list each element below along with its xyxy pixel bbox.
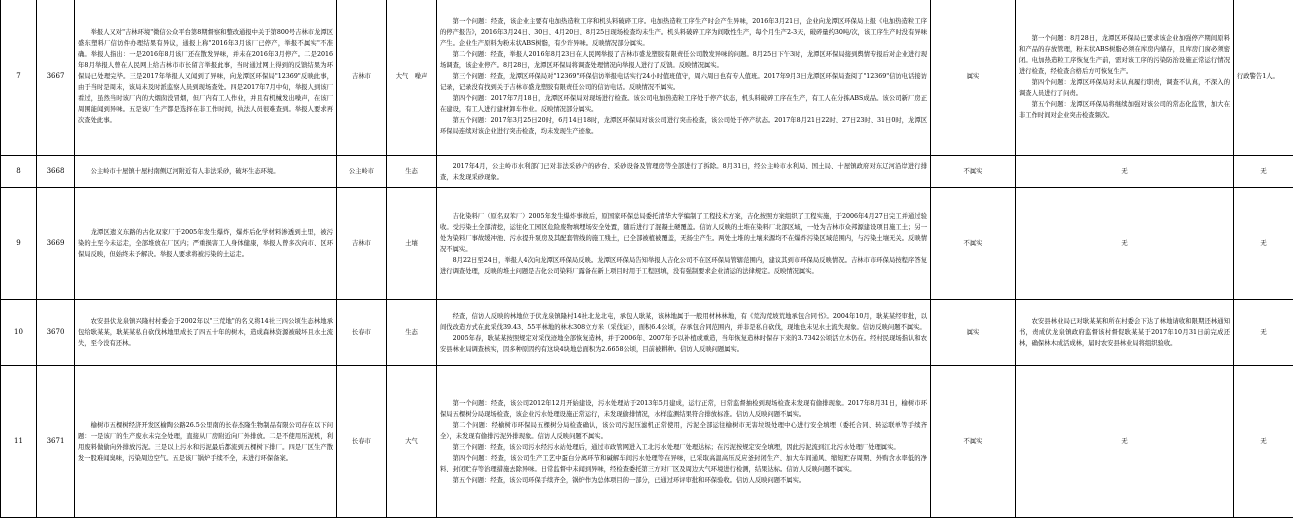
- rectification-measures-paragraph: 第四个问题：龙潭区环保局对未认真履行职责，调查不认真，不深入的调查人员进行了问责。: [1019, 77, 1230, 99]
- table-body: [1, 0, 1293, 518]
- investigation-findings-paragraph: 第四个问题：经查，该公司生产工艺中蛋白分离环节和碱解车间污水处理等在异味，已采取高温高压反应釜封闭生产、加大车间通风、缩短贮存周期、外购含水率低的净料、封闭贮存等治理措施去除异味。日常监督中未闻到异味，经检查委托第三方对厂区及周边大气环境进行检测，结果达标。信访人反映问题不属实。: [440, 453, 927, 475]
- row-number: 10: [1, 300, 37, 366]
- city: 吉林市: [337, 0, 387, 156]
- investigation-findings-paragraph: 第一个问题：经查，该公司2012年12月开始建设，污水处理站于2013年5月建成，运行正常，日常监督抽检到现场检查未发现有偷排现象。2017年8月31日，榆树市环保局五棵树分局现场检查，该企业污水处理设施正常运行，未发现偷排情况，水样监测结果符合排放标准。信访人反映问题不属实。: [440, 398, 927, 420]
- investigation-findings-paragraph: 第一个问题：经查，该企业主要有电加热造粒工序和机头料破碎工序。电加热造粒工序生产时会产生异味，2016年3月21日，企业向龙潭区环保局上报《电加热造粒工序的停产报告》，2016年3月24日、30日、4月20日、8月25日现场检查均未生产。机头料破碎工序为间歇性生产，每个月生产2-3天，破碎量约30吨/次，该工序生产时没有异味产生。企业生产原料为粉末状ABS树脂，有少许异味。反映情况部分属实。: [440, 16, 927, 49]
- investigation-findings-paragraph: 吉化染料厂（原名双苯厂）2005年发生爆炸事故后，原国家环保总局委托清华大学编制了工程技术方案，吉化按照方案组织了工程实施，于2006年4月27日完工并通过验收。受污染土全部清挖，运往化工园区危险废物填埋场安全处置，随后进行了混凝土硬覆盖。信访人反映的土堆在染料厂北部区域，一处为吉林市众邦源建设项目施工土；另一处为染料厂事故缓冲池、污水提升泵房及其配套管线的施工残土，已全部被植被覆盖，无扬尘产生。两处土堆的土壤来源均不在爆炸污染区域范围内，与污染土壤无关。反映情况不属实。: [440, 211, 927, 255]
- accountability: 无: [1234, 366, 1293, 518]
- table-row: [1, 300, 1293, 366]
- row-number: 9: [1, 188, 37, 300]
- investigation-findings-paragraph: 第五个问题：经查，该公司环保手续齐全，锅炉作为总体项目的一部分，已通过环评审批和环保验收。信访人反映问题不属实。: [440, 475, 927, 486]
- verdict: 不属实: [931, 156, 1016, 188]
- investigation-findings-paragraph: 2005年春，耿某某按照规定对采伐迹地全部恢复造林，并于2006年、2007年予以补植或重造，当年恢复造林时保存下来的3.7342公顷活立木仍在。经村民现场指认和农安县林业局调查核实，因多种原因约有这块4块地总面积为2.6658公顷，目前被耕种。信访人反映问题属实。: [440, 333, 927, 355]
- pollution-type: 生态: [387, 156, 437, 188]
- verdict: 不属实: [931, 188, 1016, 300]
- table-row: [1, 188, 1293, 300]
- rectification-measures: [1016, 156, 1234, 188]
- case-id: 3671: [37, 366, 75, 518]
- complaint-content: 龙潭区遗义东路的古化双家厂于2005年发生爆炸，爆炸后化学材料渗透到土里，被污染的土至今未运走，全部堆放在厂区内；严重损害工人身体健康，举报人曾多次向市、区环保局反映，但始终未予解决。举报人要求将被污染的土运走。: [75, 188, 337, 300]
- pollution-type: 土壤: [387, 188, 437, 300]
- rectification-measures: [1016, 188, 1234, 300]
- investigation-findings-paragraph: 第二个问题：经榆树市环保局五棵树分局检查确认，该公司污泥压滤机正常使用，污泥全部运往榆树市无害垃圾处理中心进行安全填埋（委托合同、转运联单等手续齐全），未发现有偷排污泥外排现象。信访人反映问题不属实。: [440, 420, 927, 442]
- rectification-measures-paragraph: 农安县林业局已对耿某某和所在村委会下达了林地请收和限期还林通知书，责成伏龙泉镇政府监督该村督促耿某某于2017年10月31日前完成还林，确保林木成活成林，届时农安县林业局将组织验收。: [1019, 316, 1230, 349]
- complaint-content: 农安县伏龙泉镇兴隆村村委会于2002年以"三荒地"的名义将14社三四公顷生态林地承包给耿某某，耿某某私自砍伐林地里成长了四五十年的树木，造成森林资源被破坏且水土流失，至今没有还林。: [75, 300, 337, 366]
- investigation-findings-paragraph: 第四个问题：2017年7月18日，龙潭区环保局对现场进行检查。该公司电加热造粒工序处于停产状态，机头料破碎工序在生产，有工人在分拣ABS成品。该公司新厂房正在建设，有工人进行建材卸车作业。反映情况部分属实。: [440, 93, 927, 115]
- verdict: 属实: [931, 0, 1016, 156]
- case-id: 3667: [37, 0, 75, 156]
- city: 吉林市: [337, 188, 387, 300]
- verdict: 属实: [931, 300, 1016, 366]
- city: 长春市: [337, 300, 387, 366]
- investigation-findings: [437, 156, 931, 188]
- rectification-measures: [1016, 366, 1234, 518]
- table-row: [1, 156, 1293, 188]
- accountability: 无: [1234, 188, 1293, 300]
- pollution-type: 大气 噪声: [387, 0, 437, 156]
- rectification-measures-paragraph: 无: [1019, 436, 1230, 447]
- investigation-findings-paragraph: 第三个问题：经查，龙潭区环保局对"12369"环保信访举报电话实行24小时值班值守，周六周日也有专人值班。2017年9月3日龙潭区环保局查阅了"12369"信访电话接访记录，记录没有找到关于吉林市盛龙塑胶有限责任公司的信访电话。反映情况不属实。: [440, 71, 927, 93]
- case-id: 3670: [37, 300, 75, 366]
- investigation-findings-paragraph: 2017年4月，公主岭市水利部门已对非法采砂户的砂台、采砂设备及管理房等全部进行了拆除。8月31日，经公主岭市水利局、国土局、十屋镇政府对东辽河沿岸进行排查，未发现采砂现象。: [440, 161, 927, 183]
- case-id: 3668: [37, 156, 75, 188]
- city: 长春市: [337, 366, 387, 518]
- table-row: [1, 0, 1293, 156]
- rectification-measures: [1016, 0, 1234, 156]
- investigation-findings: [437, 0, 931, 156]
- complaint-content: 举报人又对"吉林环境"微信公众平台第8期督察和整改通报中关于第800号吉林市龙潭区盛东塑料厂信访件办理结果有异议，通报上称"2016年3月该厂已停产，举报不属实"不准确。举报人指出：一是2016年8月该厂还在散发异味，并未在2016年3月停产。二是2016年8月举报人曾在人民网上给吉林市市长留言举报此事，当时通过网上得到的反馈结果为环保局已处理完毕。三是2017年举报人又闻到了异味，向龙潭区环保局"12369"反映此事，由于当时是周末，该局未及时派监察人员到现场查处。四是2017年7月中旬，举报人到该厂看过，虽然当时该厂内的大烟囱没冒烟，但厂内有工人作业，并且有机械发出噪声，在该厂周围能闻到异味。五是该厂生产都是选择在非工作时间，执法人员很难查到。举报人要求再次查处此事。: [75, 0, 337, 156]
- table-row: [1, 366, 1293, 518]
- complaint-content: 公主岭市十屋镇十屋村南侧辽河附近有人非法采砂，破坏生态环境。: [75, 156, 337, 188]
- pollution-type: 大气: [387, 366, 437, 518]
- investigation-findings-paragraph: 8月22日至24日，举报人4次向龙潭区环保局反映。龙潭区环保局告知举报人吉化公司不在区环保局管辖范围内，建议其到市环保局反映情况。吉林市市环保局按程序答复进行调查处理，反映的堆土问题是吉化公司染料厂露备在新上项目时用于工程回填，没有强制要求企业清运的法律规定。反映情况属实。: [440, 255, 927, 277]
- investigation-findings: [437, 300, 931, 366]
- rectification-measures-paragraph: 无: [1019, 166, 1230, 177]
- row-number: 11: [1, 366, 37, 518]
- rectification-measures: [1016, 300, 1234, 366]
- accountability: 行政警告1人。: [1234, 0, 1293, 156]
- case-id: 3669: [37, 188, 75, 300]
- accountability: 无: [1234, 300, 1293, 366]
- accountability: 无: [1234, 156, 1293, 188]
- investigation-findings: [437, 188, 931, 300]
- investigation-findings-paragraph: 第五个问题：2017年3月25日20时，6月14日18时，龙潭区环保局对该公司进行突击检查，该公司处于停产状态。2017年8月21日22时、27日23时、31日0时，龙潭区环保局连续对该企业进行突击检查，均未发现生产迹象。: [440, 115, 927, 137]
- row-number: 8: [1, 156, 37, 188]
- investigation-findings: [437, 366, 931, 518]
- investigation-findings-paragraph: 第三个问题：经查，该公司污水经污水站处理后，通过市政管网进入工北污水处理厂处理达标；在污泥按规定安全填埋，因此污泥流到江北污水处理厂处理属实。: [440, 442, 927, 453]
- pollution-type: 生态: [387, 300, 437, 366]
- investigation-findings-paragraph: 经查，信访人反映的林地位于伏龙泉镇隆村14社北龙北屯，承包人耿某，该林地属于一般用材林林地，有《荒沟荒坡荒地承包合同书》。2004年10月，耿某某经审批，以间伐改造方式在此采伐39.43、55平林地的林木308立方米（采伐证），面积6.4公顷，存承包合同范围内，并非是私自砍伐，现地也未见水土流失现象。信访反映问题不属实。: [440, 311, 927, 333]
- investigation-findings-paragraph: 第二个问题：经查，举报人2016年8月23日在人民网举报了吉林市盛龙塑胶有限责任公司散发异味的问题。8月25日下午3时，龙潭区环保局接到舆情专报后对企业进行现场调查，该企业停产。8月28日，龙潭区环保局将调查处理情况向举报人进行了反馈。反映情况属实。: [440, 49, 927, 71]
- row-number: 7: [1, 0, 37, 156]
- rectification-measures-paragraph: 第一个问题：8月28日，龙潭区环保局已要求该企业加强停产期间原料和产品的存放管理，粉末状ABS树脂必须在库房内储存，且库房门窗必须密闭。电加热造粒工序恢复生产前，需对该工序的污染防治设施正常运行情况进行检查，经检查合格后方可恢复生产。: [1019, 33, 1230, 77]
- rectification-measures-paragraph: 第五个问题：龙潭区环保局将继续加强对该公司的常态化监管，加大在非工作时间对企业突击检查频次。: [1019, 99, 1230, 121]
- city: 公主岭市: [337, 156, 387, 188]
- verdict: 不属实: [931, 366, 1016, 518]
- complaint-content: 榆树市五棵树经济开发区榆陶公路26.5公里南的长春杰隆生物制品有限公司存在以下问题：一是该厂的生产废水未完全处理，直接从厂房附近向厂外排放。二是不使用压泥机，利用废料做偷向外排放污泥。三是以上污水和污泥最后都流到五棵树下排厂。四是厂区生产散发一股难闻臭味，污染周边空气。五是该厂锅炉手续不全，未进行环保备案。: [75, 366, 337, 518]
- rectification-measures-paragraph: 无: [1019, 238, 1230, 249]
